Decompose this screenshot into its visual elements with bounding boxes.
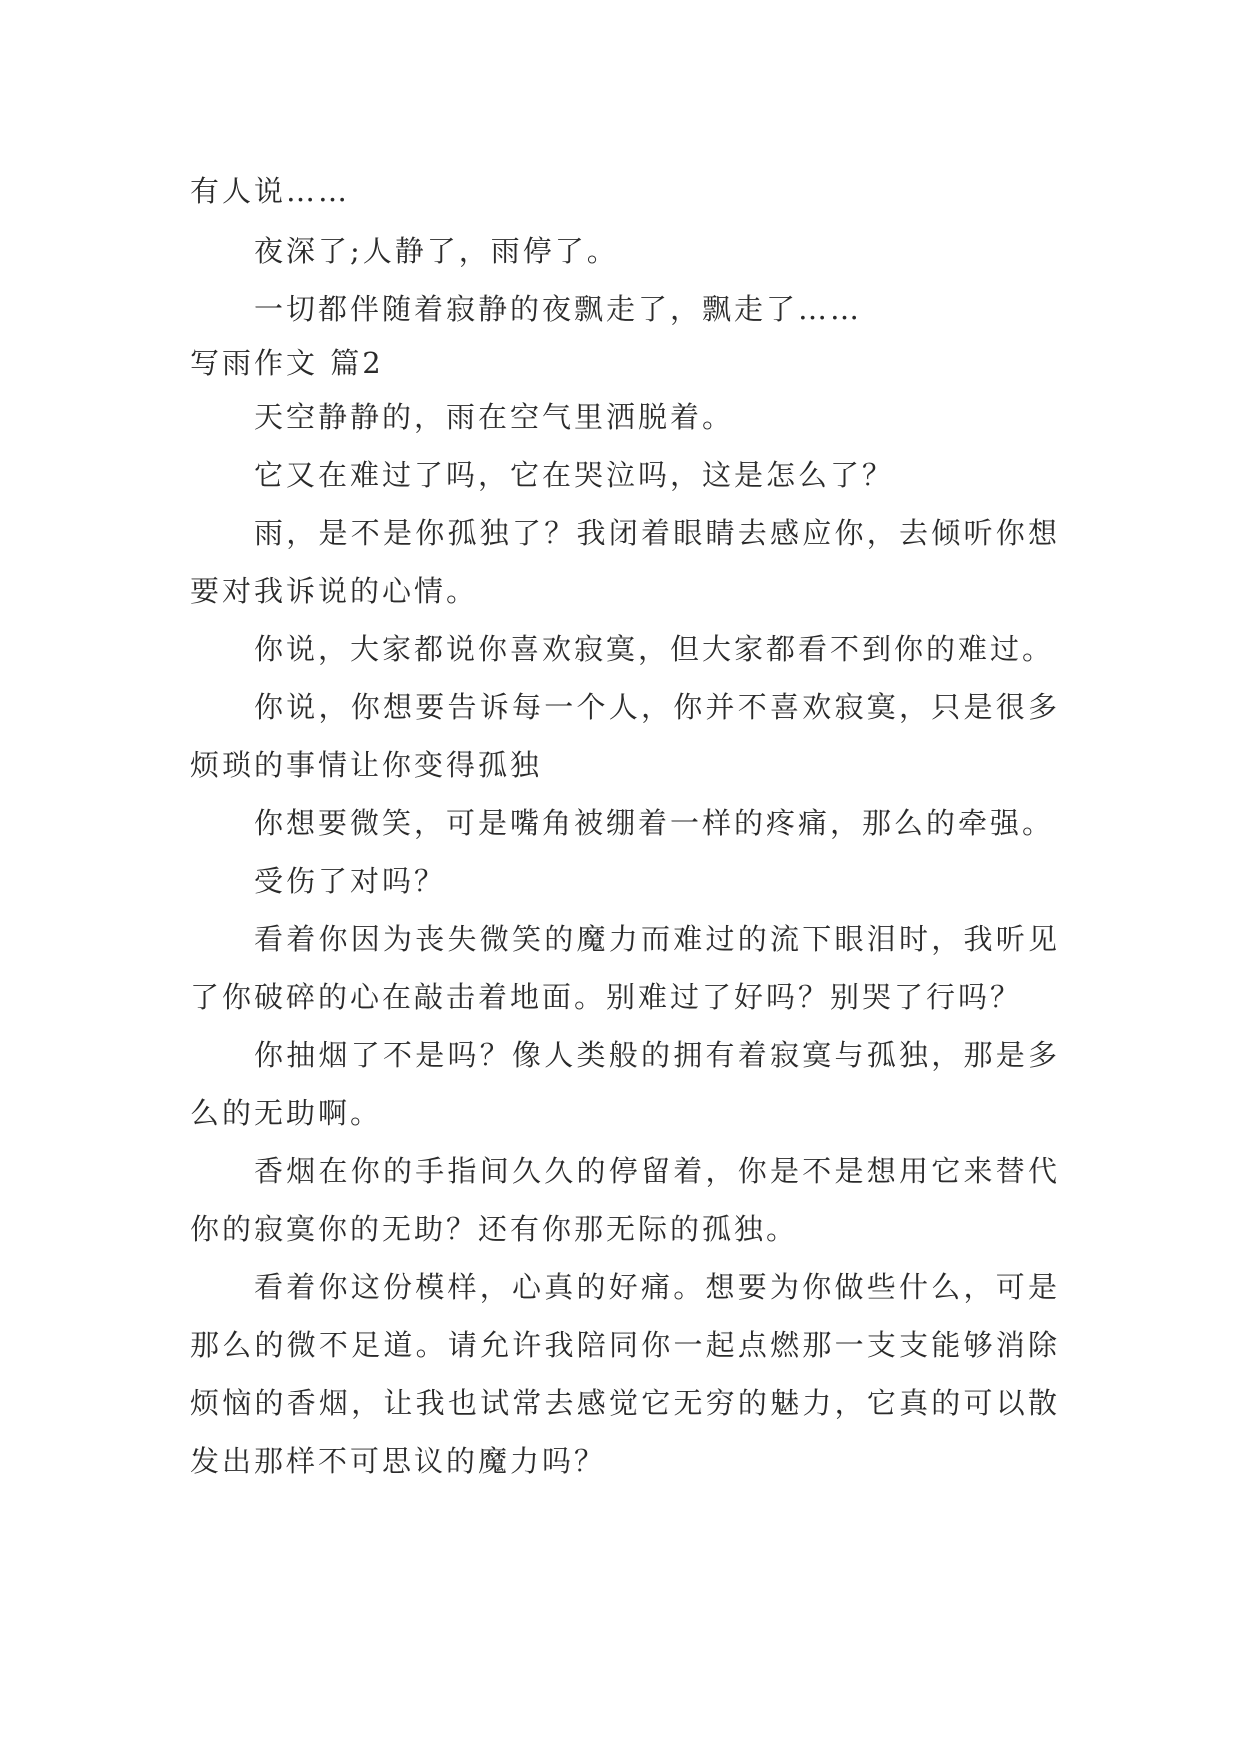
paragraph: 你说，你想要告诉每一个人，你并不喜欢寂寞，只是很多烦琐的事情让你变得孤独 bbox=[190, 690, 1060, 782]
paragraph: 香烟在你的手指间久久的停留着，你是不是想用它来替代你的寂寞你的无助？还有你那无际的孤独。 bbox=[190, 1154, 1060, 1246]
paragraph: 雨，是不是你孤独了？我闭着眼睛去感应你，去倾听你想要对我诉说的心情。 bbox=[190, 516, 1060, 608]
paragraph: 它又在难过了吗，它在哭泣吗，这是怎么了？ bbox=[254, 458, 895, 492]
paragraph-continuation: 有人说…… bbox=[190, 174, 351, 208]
paragraph: 你说，大家都说你喜欢寂寞，但大家都看不到你的难过。 bbox=[254, 632, 1055, 666]
paragraph: 夜深了;人静了，雨停了。 bbox=[254, 234, 619, 268]
paragraph: 一切都伴随着寂静的夜飘走了，飘走了…… bbox=[254, 292, 863, 326]
paragraph: 看着你这份模样，心真的好痛。想要为你做些什么，可是那么的微不足道。请允许我陪同你一起点燃那一支支能够消除烦恼的香烟，让我也试常去感觉它无穷的魅力，它真的可以散发出那样不可思议的魔力吗？ bbox=[190, 1270, 1060, 1478]
paragraph: 受伤了对吗？ bbox=[254, 864, 447, 898]
paragraph: 看着你因为丧失微笑的魔力而难过的流下眼泪时，我听见了你破碎的心在敲击着地面。别难过了好吗？别哭了行吗？ bbox=[190, 922, 1060, 1014]
document-body bbox=[190, 160, 1060, 1490]
paragraph: 你抽烟了不是吗？像人类般的拥有着寂寞与孤独，那是多么的无助啊。 bbox=[190, 1038, 1060, 1130]
paragraph: 你想要微笑，可是嘴角被绷着一样的疼痛，那么的牵强。 bbox=[254, 806, 1055, 840]
paragraph: 天空静静的，雨在空气里洒脱着。 bbox=[254, 400, 735, 434]
section-heading: 写雨作文 篇2 bbox=[190, 346, 384, 380]
